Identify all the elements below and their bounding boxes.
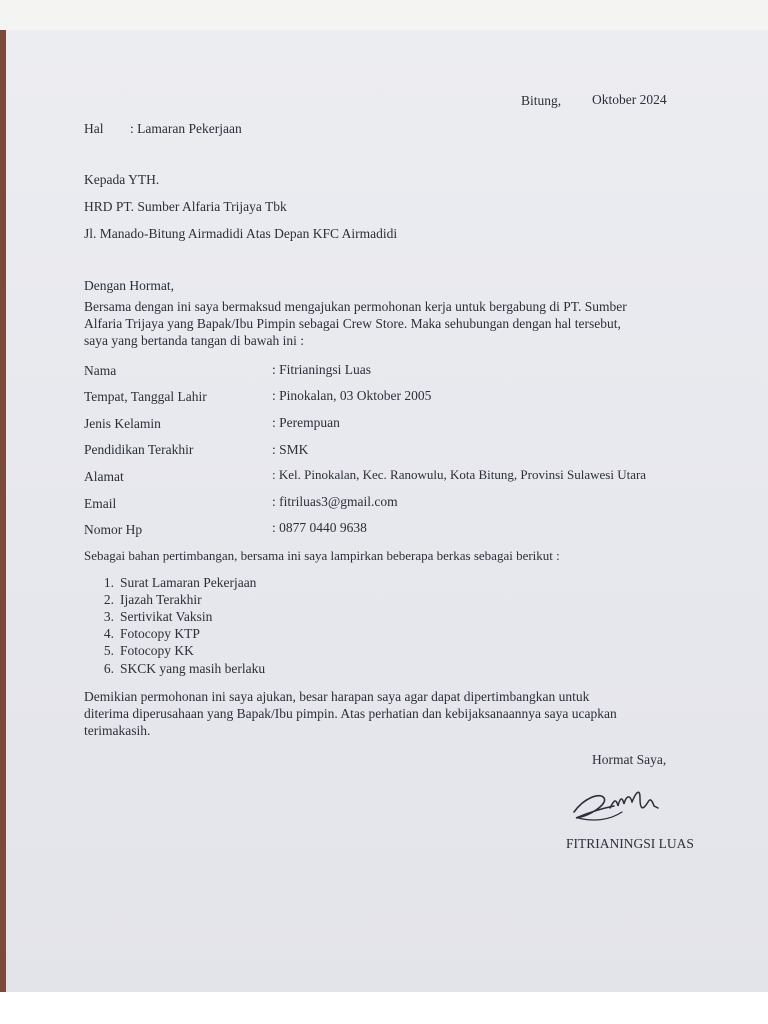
attachment-number: 6. (103, 661, 114, 676)
detail-label-phone: Nomor Hp (84, 522, 143, 537)
recipient-line-1: Kepada YTH. (84, 172, 160, 187)
background-top (0, 0, 768, 30)
intro-line: Alfaria Trijaya yang Bapak/Ibu Pimpin sebagai Crew Store. Maka sehubungan dengan hal tersebut, (84, 316, 621, 331)
attachment-number: 1. (103, 575, 114, 590)
attachment-text: SKCK yang masih berlaku (120, 661, 266, 676)
attachment-number: 3. (103, 609, 114, 624)
recipient-line-3: Jl. Manado-Bitung Airmadidi Atas Depan KFC Airmadidi (84, 226, 398, 241)
attachment-text: Surat Lamaran Pekerjaan (120, 575, 257, 590)
detail-label-address: Alamat (84, 469, 124, 484)
attachment-text: Ijazah Terakhir (120, 592, 202, 607)
attachments-intro: Sebagai bahan pertimbangan, bersama ini saya lampirkan beberapa berkas sebagai berikut : (84, 548, 560, 563)
detail-value-education: : SMK (272, 442, 309, 457)
attachment-number: 4. (103, 626, 114, 641)
detail-value-address: : Kel. Pinokalan, Kec. Ranowulu, Kota Bitung, Provinsi Sulawesi Utara (272, 467, 647, 482)
detail-label-email: Email (84, 496, 117, 511)
detail-label-ttl: Tempat, Tanggal Lahir (84, 389, 207, 404)
sign-off: Hormat Saya, (592, 752, 667, 767)
attachment-item (90, 608, 212, 625)
background-bottom (0, 992, 768, 1024)
intro-line: saya yang bertanda tangan di bawah ini : (84, 333, 305, 348)
closing-line: diterima diperusahaan yang Bapak/Ibu pimpin. Atas perhatian dan kebijaksanaannya saya ucapkan (84, 706, 617, 721)
detail-value-gender: : Perempuan (272, 415, 340, 430)
detail-value-ttl: : Pinokalan, 03 Oktober 2005 (272, 388, 432, 403)
intro-paragraph (84, 298, 714, 349)
handwritten-signature (570, 782, 670, 828)
detail-label-nama: Nama (84, 363, 117, 378)
attachment-item (90, 660, 265, 677)
subject-value: : Lamaran Pekerjaan (130, 121, 242, 136)
greeting: Dengan Hormat, (84, 278, 174, 293)
attachment-item (90, 642, 194, 659)
intro-line: Bersama dengan ini saya bermaksud mengajukan permohonan kerja untuk bergabung di PT. Sumber (84, 299, 627, 314)
closing-line: terimakasih. (84, 723, 151, 738)
closing-line: Demikian permohonan ini saya ajukan, besar harapan saya agar dapat dipertimbangkan untuk (84, 689, 590, 704)
attachment-item (90, 591, 202, 608)
signatory-name: FITRIANINGSI LUAS (566, 836, 694, 851)
attachment-item (90, 574, 256, 591)
attachment-item (90, 625, 200, 642)
attachment-text: Fotocopy KK (120, 643, 194, 658)
attachment-number: 2. (103, 592, 114, 607)
attachment-text: Sertivikat Vaksin (120, 609, 213, 624)
attachment-number: 5. (103, 643, 114, 658)
detail-value-email: : fitriluas3@gmail.com (272, 494, 398, 509)
subject-label: Hal (84, 121, 104, 136)
letter-city: Bitung, (521, 93, 562, 108)
letter-date: Oktober 2024 (592, 92, 667, 107)
recipient-line-2: HRD PT. Sumber Alfaria Trijaya Tbk (84, 199, 287, 214)
closing-paragraph (84, 688, 714, 739)
detail-label-education: Pendidikan Terakhir (84, 442, 194, 457)
detail-value-phone: : 0877 0440 9638 (272, 520, 367, 535)
detail-value-nama: : Fitrianingsi Luas (272, 362, 371, 377)
attachment-text: Fotocopy KTP (120, 626, 200, 641)
detail-label-gender: Jenis Kelamin (84, 416, 161, 431)
